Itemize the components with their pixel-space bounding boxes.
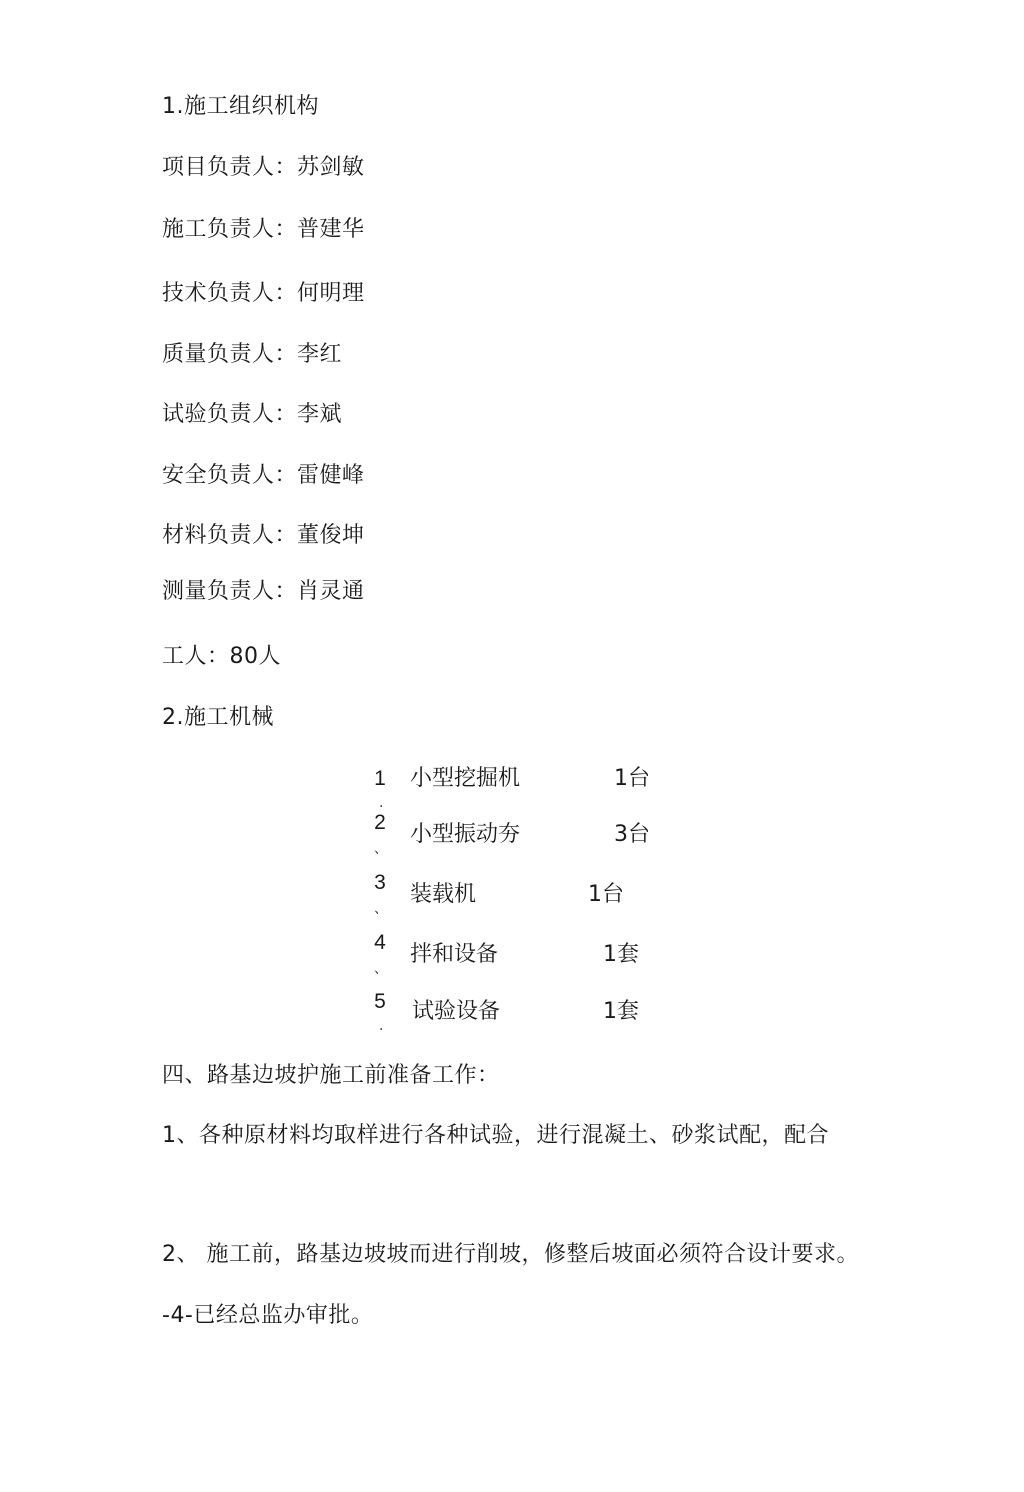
machine-row <box>0 868 1024 907</box>
section-title-preparation: 四、路基边坡护施工前准备工作： <box>162 1063 500 1088</box>
staff-role: 施工负责人 <box>162 217 275 242</box>
staff-name: 普建华 <box>297 217 365 242</box>
preparation-item-2: 2、 施工前，路基边坡坡而进行削坡，修整后坡面必须符合设计要求。 <box>162 1242 859 1267</box>
section-title-organization: 1.施工组织机构 <box>162 94 319 119</box>
staff-line <box>162 215 365 245</box>
staff-role: 技术负责人 <box>162 281 275 306</box>
staff-name: 董俊坤 <box>297 523 365 548</box>
staff-name: 雷健峰 <box>297 463 365 488</box>
workers-count: 工人：80人 <box>162 644 281 669</box>
staff-name: 李红 <box>297 342 343 367</box>
staff-line <box>162 279 365 309</box>
staff-separator: ： <box>274 342 298 367</box>
machine-row <box>0 764 1024 794</box>
staff-line <box>162 400 342 430</box>
staff-line <box>162 153 365 183</box>
staff-separator: ： <box>274 523 298 548</box>
machine-number-mark: 、 <box>374 841 388 857</box>
machine-quantity: 1套 <box>603 999 639 1024</box>
staff-separator: ： <box>274 217 298 242</box>
machine-number-mark: 、 <box>374 901 388 917</box>
machine-quantity: 1台 <box>588 882 624 907</box>
machine-row <box>0 987 1024 1024</box>
staff-separator: ： <box>274 281 298 306</box>
machine-number-mark: . <box>379 795 384 811</box>
machine-number-mark: 、 <box>374 961 388 977</box>
machine-quantity: 1套 <box>603 942 639 967</box>
staff-role: 材料负责人 <box>162 523 275 548</box>
machine-name: 小型振动夯 <box>410 822 521 847</box>
machine-quantity: 3台 <box>614 822 650 847</box>
staff-separator: ： <box>274 402 298 427</box>
staff-name: 何明理 <box>297 281 365 306</box>
page-footer-text: -4-已经总监办审批。 <box>162 1303 374 1328</box>
machine-quantity: 1台 <box>614 766 650 791</box>
staff-role: 安全负责人 <box>162 463 275 488</box>
staff-line <box>162 521 365 551</box>
staff-line <box>162 340 342 370</box>
staff-line <box>162 577 365 607</box>
staff-role: 质量负责人 <box>162 342 275 367</box>
machine-number: 3 <box>374 871 386 894</box>
machine-name: 拌和设备 <box>410 942 499 967</box>
staff-name: 苏剑敏 <box>297 155 365 180</box>
staff-line <box>162 461 365 491</box>
machine-number: 2 <box>374 811 386 834</box>
staff-name: 李斌 <box>297 402 343 427</box>
machine-row <box>0 808 1024 847</box>
machine-name: 装载机 <box>410 882 477 907</box>
machine-number: 1 <box>374 767 386 790</box>
machine-name: 试验设备 <box>412 999 501 1024</box>
staff-role: 试验负责人 <box>162 402 275 427</box>
staff-role: 测量负责人 <box>162 579 275 604</box>
section-title-machinery: 2.施工机械 <box>162 705 274 730</box>
machine-number: 5 <box>374 990 386 1013</box>
machine-name: 小型挖掘机 <box>410 766 521 791</box>
staff-separator: ： <box>274 579 298 604</box>
preparation-item-1: 1、各种原材料均取样进行各种试验，进行混凝土、砂浆试配，配合 <box>162 1123 829 1148</box>
machine-number: 4 <box>374 931 386 954</box>
machine-row <box>0 928 1024 967</box>
staff-separator: ： <box>274 463 298 488</box>
staff-role: 项目负责人 <box>162 155 275 180</box>
machine-number-mark: . <box>379 1018 384 1034</box>
staff-name: 肖灵通 <box>297 579 365 604</box>
staff-separator: ： <box>274 155 298 180</box>
